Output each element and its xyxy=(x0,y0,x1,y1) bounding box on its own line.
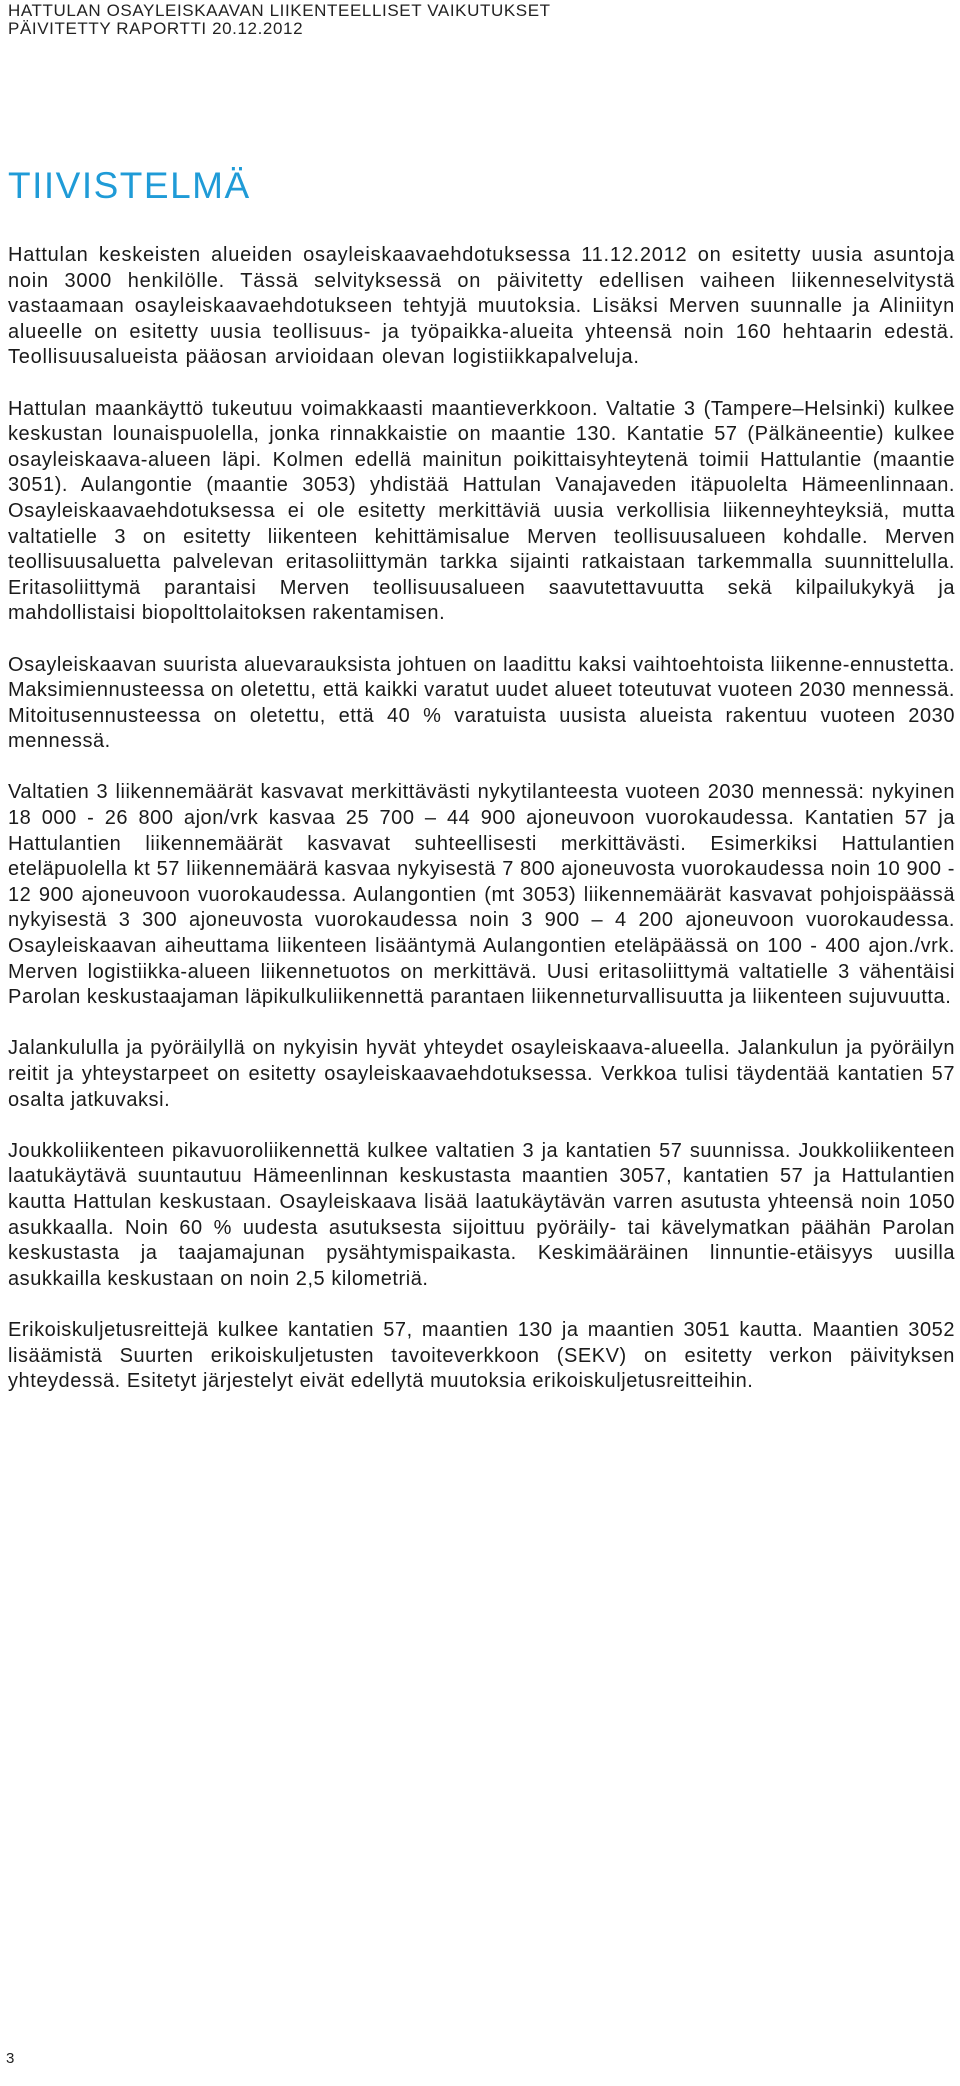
paragraph-introduction: Hattulan keskeisten alueiden osayleiskaavaehdotuksessa 11.12.2012 on esitetty uusia asuntoja noin 3000 henkilölle. Tässä selvityksessä on päivitetty edellisen vaiheen liikenneselvitystä vastaamaan osayleiskaavaehdotukseen tehtyjä muutoksia. Lisäksi Merven suunnalle ja Aliniityn alueelle on esitetty uusia teollisuus- ja työpaikka-alueita yhteensä noin 160 hehtaarin edestä. Teollisuusalueista pääosan arvioidaan olevan logistiikkapalveluja. xyxy=(8,244,955,369)
paragraph-road-network: Hattulan maankäyttö tukeutuu voimakkaasti maantieverkkoon. Valtatie 3 (Tampere–Helsinki) kulkee keskustan lounaispuolella, jonka rinnakkaistie on maantie 130. Kantatie 57 (Pälkäneentie) kulkee osayleiskaava-alueen läpi. Kolmen edellä mainitun poikittaisyhteytenä toimii Hattulantie (maantie 3051). Aulangontie (maantie 3053) yhdistää Hattulan Vanajaveden itäpuolelta Hämeenlinnaan. Osayleiskaavaehdotuksessa ei ole esitetty merkittäviä uusia verkollisia liikenneyhteyksiä, mutta valtatielle 3 on esitetty liikenteen kehittämisalue Merven teollisuusalueen kohdalle. Merven teollisuusaluetta palvelevan eritasoliittymän tarkka sijainti ratkaistaan tarkemmalla suunnittelulla. Eritasoliittymä parantaisi Merven teollisuusalueen saavutettavuutta sekä kilpailukykyä ja mahdollistaisi biopolttolaitoksen rakentamisen. xyxy=(8,397,955,625)
paragraph-traffic-volumes: Valtatien 3 liikennemäärät kasvavat merkittävästi nykytilanteesta vuoteen 2030 mennessä: nykyinen 18 000 - 26 800 ajon/vrk kasvaa 25 700 – 44 900 ajoneuvoon vuorokaudessa. Kantatien 57 ja Hattulantien liikennemäärät kasvavat suhteellisesti merkittävästi. Esimerkiksi Hattulantien eteläpuolella kt 57 liikennemäärä kasvaa nykyisestä 7 800 ajoneuvosta vuorokaudessa noin 10 900 - 12 900 ajoneuvoon vuorokaudessa. Aulangontien (mt 3053) liikennemäärät kasvavat pohjoispäässä nykyisestä 3 300 ajoneuvosta vuorokaudessa noin 3 900 – 4 200 ajoneuvoon vuorokaudessa. Osayleiskaavan aiheuttama liikenteen lisääntymä Aulangontien eteläpäässä on 100 - 400 ajon./vrk. Merven logistiikka-alueen liikennetuotos on merkittävä. Uusi eritasoliittymä valtatielle 3 vähentäisi Parolan keskustaajaman läpikulkuliikennettä parantaen liikenneturvallisuutta ja liikenteen sujuvuutta. xyxy=(8,781,955,1009)
paragraph-public-transport: Joukkoliikenteen pikavuoroliikennettä kulkee valtatien 3 ja kantatien 57 suunnissa. Joukkoliikenteen laatukäytävä suuntautuu Hämeenlinnan keskustasta maantien 3057, kantatien 57 ja Hattulantien kautta Hattulan keskustaan. Osayleiskaava lisää laatukäytävän varren asutusta yhteensä noin 1050 asukkaalla. Noin 60 % uudesta asutuksesta sijoittuu pyöräily- tai kävelymatkan päähän Parolan keskustasta ja taajamajunan pysähtymispaikasta. Keskimääräinen linnuntie-etäisyys uusilla asukkailla keskustaan on noin 2,5 kilometriä. xyxy=(8,1139,955,1290)
page-number: 3 xyxy=(6,2050,15,2067)
summary-body xyxy=(8,243,955,1420)
section-title: TIIVISTELMÄ xyxy=(8,165,251,206)
header-report-date: PÄIVITETTY RAPORTTI 20.12.2012 xyxy=(8,19,304,38)
paragraph-walking-cycling: Jalankululla ja pyöräilyllä on nykyisin hyvät yhteydet osayleiskaava-alueella. Jalankulun ja pyöräilyn reitit ja yhteystarpeet on esitetty osayleiskaavaehdotuksessa. Verkkoa tulisi täydentää kantatien 57 osalta jatkuvaksi. xyxy=(8,1037,955,1111)
running-header xyxy=(8,2,908,38)
paragraph-forecasts: Osayleiskaavan suurista aluevarauksista johtuen on laadittu kaksi vaihtoehtoista liikenne-ennustetta. Maksimiennusteessa on oletettu, että kaikki varatut uudet alueet toteutuvat vuoteen 2030 mennessä. Mitoitusennusteessa on oletettu, että 40 % varatuista uusista alueista rakentuu vuoteen 2030 mennessä. xyxy=(8,653,955,753)
header-report-title: HATTULAN OSAYLEISKAAVAN LIIKENTEELLISET VAIKUTUKSET xyxy=(8,1,551,20)
paragraph-special-transport: Erikoiskuljetusreittejä kulkee kantatien 57, maantien 130 ja maantien 3051 kautta. Maantien 3052 lisäämistä Suurten erikoiskuljetusten tavoiteverkkoon (SEKV) on esitetty verkon päivityksen yhteydessä. Esitetyt järjestelyt eivät edellytä muutoksia erikoiskuljetusreitteihin. xyxy=(8,1318,955,1393)
